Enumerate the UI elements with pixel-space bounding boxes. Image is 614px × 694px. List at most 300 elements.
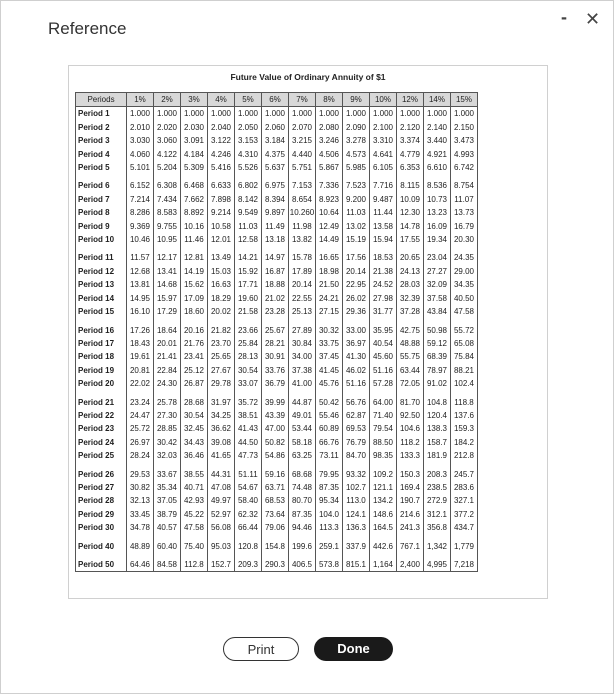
table-cell: 1,164 <box>370 558 397 572</box>
table-cell: 80.70 <box>289 494 316 507</box>
table-cell: 4.993 <box>451 148 478 161</box>
table-cell: 16.87 <box>262 265 289 278</box>
table-cell: 4.440 <box>289 148 316 161</box>
table-cell: 25.65 <box>208 350 235 363</box>
table-cell: 35.34 <box>154 481 181 494</box>
table-cell: 3.184 <box>262 134 289 147</box>
table-cell: 4.779 <box>397 148 424 161</box>
table-cell: 113.3 <box>316 521 343 534</box>
table-cell: 3.246 <box>316 134 343 147</box>
table-cell: 12.30 <box>397 206 424 219</box>
table-cell: 65.08 <box>451 337 478 350</box>
table-cell: 60.40 <box>154 540 181 553</box>
table-cell: 35.95 <box>370 324 397 337</box>
table-cell: 290.3 <box>262 558 289 572</box>
period-label: Period 26 <box>76 468 127 481</box>
table-cell: 27.15 <box>316 305 343 318</box>
table-cell: 42.93 <box>181 494 208 507</box>
table-cell: 134.2 <box>370 494 397 507</box>
table-cell: 15.92 <box>235 265 262 278</box>
table-cell: 13.81 <box>127 278 154 291</box>
table-cell: 6.975 <box>262 179 289 192</box>
table-cell: 40.54 <box>370 337 397 350</box>
table-cell: 11.44 <box>370 206 397 219</box>
table-cell: 29.36 <box>343 305 370 318</box>
table-cell: 2.070 <box>289 121 316 134</box>
table-cell: 20.65 <box>397 251 424 264</box>
table-cell: 104.8 <box>424 396 451 409</box>
table-cell: 63.44 <box>397 364 424 377</box>
table-cell: 3.030 <box>127 134 154 147</box>
table-row <box>76 220 478 233</box>
table-cell: 214.6 <box>397 508 424 521</box>
table-cell: 73.11 <box>316 449 343 462</box>
rate-header: 2% <box>154 93 181 107</box>
table-cell: 14.49 <box>316 233 343 246</box>
table-cell: 2.100 <box>370 121 397 134</box>
table-cell: 13.73 <box>451 206 478 219</box>
table-cell: 9.369 <box>127 220 154 233</box>
table-cell: 6.105 <box>370 161 397 174</box>
table-cell: 17.71 <box>235 278 262 291</box>
table-cell: 4,995 <box>424 558 451 572</box>
table-cell: 8.142 <box>235 193 262 206</box>
table-cell: 40.71 <box>181 481 208 494</box>
table-cell: 25.84 <box>235 337 262 350</box>
periods-header: Periods <box>76 93 127 107</box>
table-cell: 2.080 <box>316 121 343 134</box>
table-cell: 58.40 <box>235 494 262 507</box>
table-row <box>76 436 478 449</box>
table-cell: 13.23 <box>424 206 451 219</box>
table-cell: 154.8 <box>262 540 289 553</box>
table-cell: 64.46 <box>127 558 154 572</box>
table-cell: 9.487 <box>370 193 397 206</box>
table-cell: 14.78 <box>397 220 424 233</box>
table-cell: 30.54 <box>181 409 208 422</box>
table-cell: 52.97 <box>208 508 235 521</box>
table-row <box>76 121 478 134</box>
table-cell: 1.000 <box>370 107 397 121</box>
table-cell: 5.751 <box>289 161 316 174</box>
table-cell: 28.03 <box>397 278 424 291</box>
table-cell: 38.51 <box>235 409 262 422</box>
table-cell: 7.716 <box>370 179 397 192</box>
table-cell: 48.88 <box>397 337 424 350</box>
period-label: Period 20 <box>76 377 127 390</box>
table-cell: 33.75 <box>316 337 343 350</box>
table-cell: 337.9 <box>343 540 370 553</box>
dialog-title: Reference <box>48 19 127 38</box>
table-row <box>76 350 478 363</box>
table-cell: 30.82 <box>127 481 154 494</box>
table-cell: 10.46 <box>127 233 154 246</box>
table-cell: 43.84 <box>424 305 451 318</box>
table-cell: 11.03 <box>235 220 262 233</box>
table-cell: 17.26 <box>127 324 154 337</box>
table-cell: 120.4 <box>424 409 451 422</box>
table-cell: 36.46 <box>181 449 208 462</box>
table-cell: 27.67 <box>208 364 235 377</box>
close-icon[interactable]: ✕ <box>585 9 601 29</box>
table-cell: 71.40 <box>370 409 397 422</box>
table-cell: 95.34 <box>316 494 343 507</box>
table-cell: 37.38 <box>289 364 316 377</box>
table-cell: 3.091 <box>181 134 208 147</box>
table-row <box>76 396 478 409</box>
table-cell: 24.21 <box>316 292 343 305</box>
table-cell: 19.60 <box>235 292 262 305</box>
table-cell: 6.633 <box>208 179 235 192</box>
table-cell: 16.10 <box>127 305 154 318</box>
table-cell: 4.310 <box>235 148 262 161</box>
table-cell: 5.101 <box>127 161 154 174</box>
table-cell: 3.153 <box>235 134 262 147</box>
table-cell: 81.70 <box>397 396 424 409</box>
table-row <box>76 292 478 305</box>
table-cell: 238.5 <box>424 481 451 494</box>
table-cell: 41.43 <box>235 422 262 435</box>
rate-header: 14% <box>424 93 451 107</box>
table-cell: 1.000 <box>154 107 181 121</box>
table-row <box>76 468 478 481</box>
table-cell: 31.77 <box>370 305 397 318</box>
table-cell: 87.35 <box>289 508 316 521</box>
table-cell: 434.7 <box>451 521 478 534</box>
rate-header: 1% <box>127 93 154 107</box>
period-label: Period 1 <box>76 107 127 121</box>
table-cell: 47.58 <box>451 305 478 318</box>
period-label: Period 11 <box>76 251 127 264</box>
table-cell: 6.308 <box>154 179 181 192</box>
table-cell: 18.29 <box>208 292 235 305</box>
table-cell: 22.84 <box>154 364 181 377</box>
table-cell: 8.754 <box>451 179 478 192</box>
table-cell: 4.641 <box>370 148 397 161</box>
table-cell: 3.215 <box>289 134 316 147</box>
table-cell: 17.89 <box>289 265 316 278</box>
table-cell: 208.3 <box>424 468 451 481</box>
table-cell: 9.897 <box>262 206 289 219</box>
table-cell: 25.72 <box>127 422 154 435</box>
table-cell: 36.62 <box>208 422 235 435</box>
table-cell: 10.95 <box>154 233 181 246</box>
table-cell: 5.985 <box>343 161 370 174</box>
table-cell: 75.40 <box>181 540 208 553</box>
table-cell: 21.38 <box>370 265 397 278</box>
table-cell: 37.58 <box>424 292 451 305</box>
table-cell: 13.49 <box>208 251 235 264</box>
table-cell: 19.34 <box>424 233 451 246</box>
table-cell: 78.97 <box>424 364 451 377</box>
table-cell: 138.3 <box>424 422 451 435</box>
table-cell: 7,218 <box>451 558 478 572</box>
period-label: Period 19 <box>76 364 127 377</box>
table-cell: 14.97 <box>262 251 289 264</box>
table-cell: 28.13 <box>235 350 262 363</box>
table-cell: 9.200 <box>343 193 370 206</box>
table-row <box>76 233 478 246</box>
table-cell: 59.16 <box>262 468 289 481</box>
table-cell: 32.39 <box>397 292 424 305</box>
table-cell: 20.16 <box>181 324 208 337</box>
table-cell: 13.18 <box>262 233 289 246</box>
done-button[interactable]: Done <box>314 637 393 661</box>
table-cell: 164.5 <box>370 521 397 534</box>
table-cell: 10.260 <box>289 206 316 219</box>
table-cell: 2.090 <box>343 121 370 134</box>
table-cell: 2.010 <box>127 121 154 134</box>
table-cell: 356.8 <box>424 521 451 534</box>
table-cell: 4.246 <box>208 148 235 161</box>
table-cell: 16.09 <box>424 220 451 233</box>
table-cell: 312.1 <box>424 508 451 521</box>
table-cell: 8.286 <box>127 206 154 219</box>
period-label: Period 25 <box>76 449 127 462</box>
table-cell: 26.02 <box>343 292 370 305</box>
table-cell: 37.28 <box>397 305 424 318</box>
table-cell: 32.09 <box>424 278 451 291</box>
table-cell: 37.45 <box>316 350 343 363</box>
table-cell: 24.47 <box>127 409 154 422</box>
table-cell: 148.6 <box>370 508 397 521</box>
table-cell: 62.32 <box>235 508 262 521</box>
table-cell: 2.060 <box>262 121 289 134</box>
period-label: Period 5 <box>76 161 127 174</box>
table-cell: 29.00 <box>451 265 478 278</box>
table-cell: 10.09 <box>397 193 424 206</box>
table-cell: 8.923 <box>316 193 343 206</box>
table-cell: 54.86 <box>262 449 289 462</box>
table-cell: 95.03 <box>208 540 235 553</box>
table-cell: 50.98 <box>424 324 451 337</box>
table-cell: 66.76 <box>316 436 343 449</box>
table-cell: 59.12 <box>424 337 451 350</box>
table-cell: 79.54 <box>370 422 397 435</box>
rate-header: 4% <box>208 93 235 107</box>
reference-table-panel <box>68 65 548 599</box>
table-cell: 76.79 <box>343 436 370 449</box>
table-cell: 34.78 <box>127 521 154 534</box>
table-cell: 1.000 <box>208 107 235 121</box>
table-cell: 93.32 <box>343 468 370 481</box>
table-cell: 30.42 <box>154 436 181 449</box>
minimize-icon[interactable]: - <box>561 7 567 27</box>
table-cell: 58.18 <box>289 436 316 449</box>
table-cell: 60.89 <box>316 422 343 435</box>
table-cell: 30.84 <box>289 337 316 350</box>
table-row <box>76 449 478 462</box>
table-cell: 6.353 <box>397 161 424 174</box>
table-cell: 259.1 <box>316 540 343 553</box>
table-row <box>76 422 478 435</box>
table-cell: 69.53 <box>343 422 370 435</box>
table-cell: 27.27 <box>424 265 451 278</box>
table-cell: 1.000 <box>262 107 289 121</box>
table-cell: 181.9 <box>424 449 451 462</box>
table-cell: 7.336 <box>316 179 343 192</box>
table-cell: 32.03 <box>154 449 181 462</box>
table-cell: 25.67 <box>262 324 289 337</box>
table-cell: 327.1 <box>451 494 478 507</box>
table-cell: 44.50 <box>235 436 262 449</box>
table-cell: 39.08 <box>208 436 235 449</box>
period-label: Period 15 <box>76 305 127 318</box>
table-cell: 7.898 <box>208 193 235 206</box>
table-cell: 212.8 <box>451 449 478 462</box>
table-row <box>76 193 478 206</box>
period-label: Period 7 <box>76 193 127 206</box>
table-cell: 28.85 <box>154 422 181 435</box>
table-cell: 62.87 <box>343 409 370 422</box>
table-cell: 11.46 <box>181 233 208 246</box>
table-cell: 38.79 <box>154 508 181 521</box>
table-cell: 34.35 <box>451 278 478 291</box>
table-cell: 6.742 <box>451 161 478 174</box>
table-cell: 2.150 <box>451 121 478 134</box>
table-cell: 767.1 <box>397 540 424 553</box>
table-cell: 47.58 <box>181 521 208 534</box>
table-cell: 12.68 <box>127 265 154 278</box>
table-cell: 7.662 <box>181 193 208 206</box>
table-cell: 43.39 <box>262 409 289 422</box>
table-cell: 150.3 <box>397 468 424 481</box>
table-cell: 88.50 <box>370 436 397 449</box>
table-cell: 1,779 <box>451 540 478 553</box>
period-label: Period 17 <box>76 337 127 350</box>
period-label: Period 3 <box>76 134 127 147</box>
period-label: Period 4 <box>76 148 127 161</box>
table-cell: 12.81 <box>181 251 208 264</box>
table-cell: 9.549 <box>235 206 262 219</box>
table-cell: 6.152 <box>127 179 154 192</box>
table-cell: 23.70 <box>208 337 235 350</box>
table-cell: 9.755 <box>154 220 181 233</box>
table-cell: 25.12 <box>181 364 208 377</box>
table-cell: 57.28 <box>370 377 397 390</box>
table-cell: 22.55 <box>289 292 316 305</box>
table-cell: 5.637 <box>262 161 289 174</box>
table-cell: 30.32 <box>316 324 343 337</box>
period-label: Period 40 <box>76 540 127 553</box>
table-cell: 37.05 <box>154 494 181 507</box>
table-cell: 30.54 <box>235 364 262 377</box>
table-cell: 44.31 <box>208 468 235 481</box>
table-cell: 73.64 <box>262 508 289 521</box>
table-cell: 17.09 <box>181 292 208 305</box>
table-cell: 20.14 <box>343 265 370 278</box>
table-cell: 109.2 <box>370 468 397 481</box>
table-cell: 4.184 <box>181 148 208 161</box>
table-cell: 31.97 <box>208 396 235 409</box>
table-cell: 21.41 <box>154 350 181 363</box>
table-cell: 49.97 <box>208 494 235 507</box>
table-cell: 23.24 <box>127 396 154 409</box>
table-cell: 20.30 <box>451 233 478 246</box>
table-cell: 13.82 <box>289 233 316 246</box>
table-cell: 169.4 <box>397 481 424 494</box>
table-cell: 5.309 <box>181 161 208 174</box>
table-cell: 48.89 <box>127 540 154 553</box>
table-cell: 4.375 <box>262 148 289 161</box>
table-cell: 1.000 <box>181 107 208 121</box>
table-cell: 2.050 <box>235 121 262 134</box>
rate-header: 15% <box>451 93 478 107</box>
table-cell: 25.13 <box>289 305 316 318</box>
table-cell: 6.610 <box>424 161 451 174</box>
table-cell: 13.58 <box>370 220 397 233</box>
table-cell: 18.43 <box>127 337 154 350</box>
table-cell: 51.16 <box>370 364 397 377</box>
table-body <box>76 107 478 572</box>
table-cell: 1.000 <box>343 107 370 121</box>
table-cell: 35.72 <box>235 396 262 409</box>
table-row <box>76 251 478 264</box>
table-cell: 120.8 <box>235 540 262 553</box>
table-cell: 68.68 <box>289 468 316 481</box>
table-cell: 84.70 <box>343 449 370 462</box>
table-cell: 17.29 <box>154 305 181 318</box>
table-cell: 1.000 <box>289 107 316 121</box>
table-cell: 34.25 <box>208 409 235 422</box>
table-cell: 98.35 <box>370 449 397 462</box>
table-cell: 283.6 <box>451 481 478 494</box>
table-cell: 573.8 <box>316 558 343 572</box>
table-cell: 91.02 <box>424 377 451 390</box>
table-cell: 4.122 <box>154 148 181 161</box>
table-cell: 3.374 <box>397 134 424 147</box>
table-cell: 23.28 <box>262 305 289 318</box>
table-cell: 1.000 <box>424 107 451 121</box>
table-cell: 50.42 <box>316 396 343 409</box>
table-cell: 29.53 <box>127 468 154 481</box>
table-cell: 84.58 <box>154 558 181 572</box>
table-cell: 152.7 <box>208 558 235 572</box>
table-row <box>76 305 478 318</box>
table-cell: 24.13 <box>397 265 424 278</box>
table-cell: 21.82 <box>208 324 235 337</box>
table-cell: 68.53 <box>262 494 289 507</box>
table-row <box>76 324 478 337</box>
rate-header: 8% <box>316 93 343 107</box>
table-cell: 50.82 <box>262 436 289 449</box>
table-cell: 51.16 <box>343 377 370 390</box>
print-button[interactable]: Print <box>223 637 299 661</box>
table-cell: 22.95 <box>343 278 370 291</box>
period-label: Period 9 <box>76 220 127 233</box>
table-cell: 36.79 <box>262 377 289 390</box>
table-cell: 12.01 <box>208 233 235 246</box>
table-cell: 12.17 <box>154 251 181 264</box>
period-label: Period 28 <box>76 494 127 507</box>
table-cell: 102.7 <box>343 481 370 494</box>
table-cell: 3.122 <box>208 134 235 147</box>
table-cell: 11.03 <box>343 206 370 219</box>
table-cell: 2.040 <box>208 121 235 134</box>
table-cell: 41.45 <box>316 364 343 377</box>
table-cell: 7.523 <box>343 179 370 192</box>
table-cell: 4.921 <box>424 148 451 161</box>
table-cell: 46.02 <box>343 364 370 377</box>
table-cell: 21.50 <box>316 278 343 291</box>
table-caption: Future Value of Ordinary Annuity of $1 <box>230 72 386 82</box>
table-cell: 23.41 <box>181 350 208 363</box>
table-cell: 19.61 <box>127 350 154 363</box>
period-label: Period 16 <box>76 324 127 337</box>
table-cell: 24.35 <box>451 251 478 264</box>
table-cell: 13.02 <box>343 220 370 233</box>
table-cell: 8.892 <box>181 206 208 219</box>
